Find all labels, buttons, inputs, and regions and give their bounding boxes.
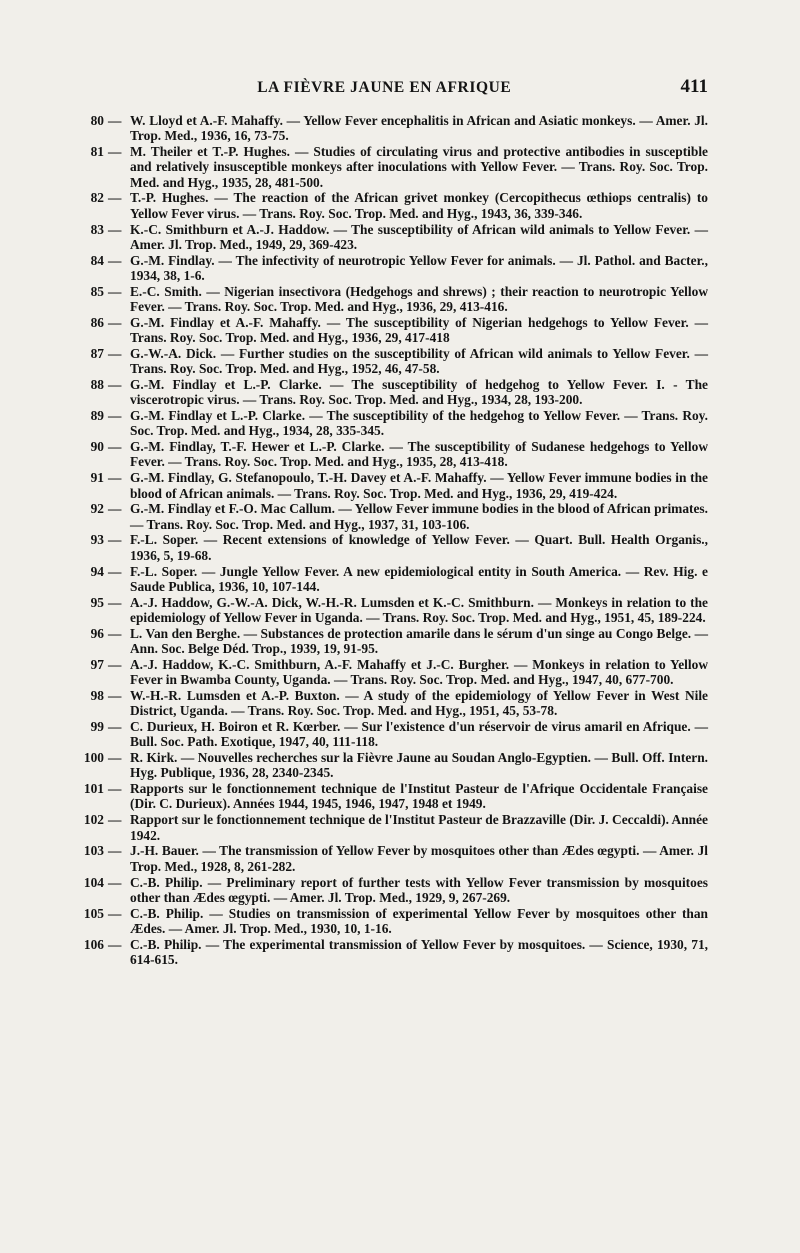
reference-entry <box>82 781 708 812</box>
reference-number: 81 <box>90 144 104 160</box>
reference-entry <box>82 470 708 501</box>
reference-entry <box>82 253 708 284</box>
reference-dash: — <box>108 283 122 299</box>
reference-dash: — <box>108 656 122 672</box>
reference-entry <box>82 190 708 221</box>
reference-text: G.-W.-A. Dick. — Further studies on the susceptibility of African wild animals to Yellow Fever. — Trans. Roy. Soc. Trop. Med. and Hyg., 1952, 46, 47-58. <box>130 345 708 377</box>
reference-number: 89 <box>90 408 104 424</box>
reference-text: T.-P. Hughes. — The reaction of the African grivet monkey (Cercopithecus œthiops centralis) to Yellow Fever virus. — Trans. Roy. Soc. Trop. Med. and Hyg., 1943, 36, 339-346. <box>130 190 708 221</box>
reference-dash: — <box>108 501 122 517</box>
reference-dash: — <box>108 470 122 486</box>
reference-entry <box>82 812 708 843</box>
reference-text: Rapport sur le fonctionnement technique de l'Institut Pasteur de Brazzaville (Dir. J. Ceccaldi). Année 1942. <box>130 812 708 843</box>
reference-list <box>82 113 708 968</box>
reference-entry <box>82 750 708 781</box>
reference-number: 91 <box>90 470 104 486</box>
reference-number: 88 <box>90 377 104 392</box>
reference-text: F.-L. Soper. — Jungle Yellow Fever. A new epidemiological entity in South America. — Rev. Hig. e Saude Publica, 1936, 10, 107-144. <box>130 563 708 594</box>
reference-number: 94 <box>90 563 104 579</box>
reference-number: 92 <box>90 501 104 517</box>
reference-text: C.-B. Philip. — Studies on transmission of experimental Yellow Fever by mosquitoes other than Ædes. — Amer. Jl. Trop. Med., 1930, 10, 1-16. <box>130 905 708 936</box>
reference-text: Rapports sur le fonctionnement technique de l'Institut Pasteur de l'Afrique Occidentale Française (Dir. C. Durieux). Années 1944, 1945, 1946, 1947, 1948 et 1949. <box>130 781 708 812</box>
reference-entry <box>82 626 708 657</box>
reference-dash: — <box>108 594 122 610</box>
reference-entry <box>82 222 708 253</box>
reference-dash: — <box>108 687 122 703</box>
reference-entry <box>82 875 708 906</box>
reference-entry <box>82 144 708 190</box>
reference-text: C. Durieux, H. Boiron et R. Kœrber. — Sur l'existence d'un réservoir de virus amaril en Afrique. — Bull. Soc. Path. Exotique, 1947, 40, 111-118. <box>130 719 708 750</box>
reference-number: 83 <box>90 221 104 237</box>
reference-dash: — <box>108 750 122 766</box>
reference-number: 96 <box>90 625 104 641</box>
reference-dash: — <box>108 221 122 237</box>
reference-number: 84 <box>90 252 104 268</box>
reference-number: 105 <box>83 905 104 921</box>
reference-dash: — <box>108 563 122 579</box>
reference-dash: — <box>108 345 122 361</box>
reference-text: G.-M. Findlay, G. Stefanopoulo, T.-H. Davey et A.-F. Mahaffy. — Yellow Fever immune bodies in the blood of African animals. — Trans. Roy. Soc. Trop. Med. and Hyg., 1936, 29, 419-424. <box>130 470 708 501</box>
reference-text: A.-J. Haddow, K.-C. Smithburn, A.-F. Mahaffy et J.-C. Burgher. — Monkeys in relation to Yellow Fever in Bwamba County, Uganda. — Trans. Roy. Soc. Trop. Med. and Hyg., 1947, 40, 677-700. <box>130 656 708 688</box>
reference-entry <box>82 688 708 719</box>
reference-dash: — <box>108 812 122 828</box>
reference-dash: — <box>108 874 122 890</box>
reference-number: 106 <box>83 936 104 952</box>
reference-text: G.-M. Findlay et L.-P. Clarke. — The susceptibility of the hedgehog to Yellow Fever. — Trans. Roy. Soc. Trop. Med. and Hyg., 1934, 28, 335-345. <box>130 408 708 439</box>
reference-entry <box>82 408 708 439</box>
reference-entry <box>82 719 708 750</box>
reference-text: R. Kirk. — Nouvelles recherches sur la Fièvre Jaune au Soudan Anglo-Egyptien. — Bull. Off. Intern. Hyg. Publique, 1936, 28, 2340-2345. <box>130 750 708 781</box>
reference-entry <box>82 564 708 595</box>
reference-text: C.-B. Philip. — Preliminary report of further tests with Yellow Fever transmission by mosquitoes other than Ædes œgypti. — Amer. Jl. Trop. Med., 1929, 9, 267-269. <box>130 874 708 905</box>
reference-entry <box>82 532 708 563</box>
reference-entry <box>82 284 708 315</box>
running-title: LA FIÈVRE JAUNE EN AFRIQUE <box>257 79 512 96</box>
reference-entry <box>82 113 708 144</box>
reference-text: J.-H. Bauer. — The transmission of Yellow Fever by mosquitoes other than Ædes œgypti. — Amer. Jl Trop. Med., 1928, 8, 261-282. <box>130 843 708 874</box>
reference-entry <box>82 377 708 408</box>
reference-entry <box>82 906 708 937</box>
reference-number: 103 <box>83 843 104 859</box>
reference-number: 100 <box>83 750 104 766</box>
reference-entry <box>82 657 708 688</box>
reference-entry <box>82 501 708 532</box>
reference-entry <box>82 439 708 470</box>
reference-text: W. Lloyd et A.-F. Mahaffy. — Yellow Fever encephalitis in African and Asiatic monkeys. — Amer. Jl. Trop. Med., 1936, 16, 73-75. <box>130 113 708 144</box>
reference-number: 90 <box>90 439 104 455</box>
page-number: 411 <box>680 76 708 97</box>
reference-number: 87 <box>90 345 104 361</box>
reference-dash: — <box>108 190 122 206</box>
reference-dash: — <box>108 719 122 735</box>
reference-entry <box>82 595 708 626</box>
reference-text: W.-H.-R. Lumsden et A.-P. Buxton. — A study of the epidemiology of Yellow Fever in West Nile District, Uganda. — Trans. Roy. Soc. Trop. Med. and Hyg., 1951, 45, 53-78. <box>130 687 708 719</box>
reference-number: 82 <box>90 190 104 206</box>
reference-text: M. Theiler et T.-P. Hughes. — Studies of circulating virus and protective antibodies in susceptible and relatively insusceptible monkeys after inoculations with Yellow Fever. — Trans. Roy. Soc. Trop. Med. and Hyg., 1935, 28, 481-500. <box>130 144 708 190</box>
reference-number: 102 <box>83 812 104 828</box>
reference-text: G.-M. Findlay. — The infectivity of neurotropic Yellow Fever for animals. — Jl. Pathol. and Bacter., 1934, 38, 1-6. <box>130 252 708 283</box>
reference-text: G.-M. Findlay et L.-P. Clarke. — The susceptibility of hedgehog to Yellow Fever. I. - The viscerotropic virus. — Trans. Roy. Soc. Trop. Med. and Hyg., 1934, 28, 193-200. <box>130 377 708 408</box>
reference-number: 97 <box>90 656 104 672</box>
reference-entry <box>82 346 708 377</box>
reference-entry <box>82 315 708 346</box>
reference-dash: — <box>108 144 122 160</box>
reference-dash: — <box>108 314 122 330</box>
reference-dash: — <box>108 377 122 392</box>
reference-number: 104 <box>83 874 104 890</box>
reference-dash: — <box>108 532 122 548</box>
reference-entry <box>82 937 708 968</box>
reference-number: 101 <box>83 781 104 797</box>
reference-number: 80 <box>90 113 104 128</box>
reference-dash: — <box>108 936 122 952</box>
reference-dash: — <box>108 843 122 859</box>
reference-dash: — <box>108 439 122 455</box>
reference-text: L. Van den Berghe. — Substances de protection amarile dans le sérum d'un singe au Congo Belge. — Ann. Soc. Belge Déd. Trop., 1939, 19, 91-95. <box>130 625 708 656</box>
reference-text: E.-C. Smith. — Nigerian insectivora (Hedgehogs and shrews) ; their reaction to neurotropic Yellow Fever. — Trans. Roy. Soc. Trop. Med. and Hyg., 1936, 29, 413-416. <box>130 283 708 314</box>
reference-number: 95 <box>90 594 104 610</box>
reference-entry <box>82 843 708 874</box>
reference-text: G.-M. Findlay, T.-F. Hewer et L.-P. Clarke. — The susceptibility of Sudanese hedgehogs to Yellow Fever. — Trans. Roy. Soc. Trop. Med. and Hyg., 1935, 28, 413-418. <box>130 439 708 470</box>
reference-number: 98 <box>90 687 104 703</box>
reference-dash: — <box>108 625 122 641</box>
reference-text: G.-M. Findlay et A.-F. Mahaffy. — The susceptibility of Nigerian hedgehogs to Yellow Fever. — Trans. Roy. Soc. Trop. Med. and Hyg., 1936, 29, 417-418 <box>130 314 708 346</box>
reference-dash: — <box>108 252 122 268</box>
reference-text: F.-L. Soper. — Recent extensions of knowledge of Yellow Fever. — Quart. Bull. Health Organis., 1936, 5, 19-68. <box>130 532 708 563</box>
reference-text: K.-C. Smithburn et A.-J. Haddow. — The susceptibility of African wild animals to Yellow Fever. — Amer. Jl. Trop. Med., 1949, 29, 369-423. <box>130 221 708 252</box>
reference-dash: — <box>108 781 122 797</box>
page-header <box>88 76 708 98</box>
reference-dash: — <box>108 113 122 128</box>
reference-text: A.-J. Haddow, G.-W.-A. Dick, W.-H.-R. Lumsden et K.-C. Smithburn. — Monkeys in relation to the epidemiology of Yellow Fever in Uganda. — Trans. Roy. Soc. Trop. Med. and Hyg., 1951, 45, 189-224. <box>130 594 708 625</box>
reference-text: G.-M. Findlay et F.-O. Mac Callum. — Yellow Fever immune bodies in the blood of African primates. — Trans. Roy. Soc. Trop. Med. and Hyg., 1937, 31, 103-106. <box>130 501 708 532</box>
reference-number: 93 <box>90 532 104 548</box>
reference-dash: — <box>108 905 122 921</box>
reference-text: C.-B. Philip. — The experimental transmission of Yellow Fever by mosquitoes. — Science, 1930, 71, 614-615. <box>130 936 708 967</box>
reference-number: 85 <box>90 283 104 299</box>
reference-dash: — <box>108 408 122 424</box>
reference-number: 86 <box>90 314 104 330</box>
reference-number: 99 <box>90 719 104 735</box>
